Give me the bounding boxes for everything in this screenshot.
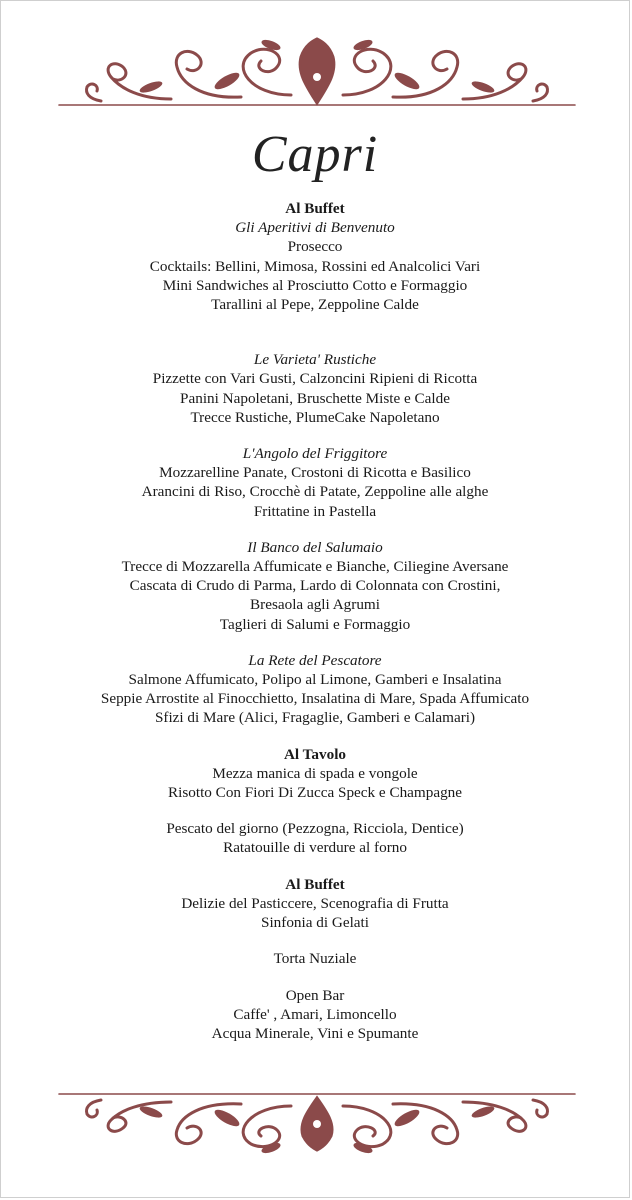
- menu-item: Cocktails: Bellini, Mimosa, Rossini ed Analcolici Vari: [149, 257, 481, 275]
- menu-item: Arancini di Riso, Crocchè di Patate, Zeppoline alle alghe: [141, 483, 489, 501]
- bottom-filigree-ornament-icon: [1, 1086, 630, 1156]
- menu-item: Sfizi di Mare (Alici, Fragaglie, Gamberi e Calamari): [154, 709, 476, 727]
- menu-item: Ratatouille di verdure al forno: [223, 839, 407, 857]
- section-heading: Al Buffet: [285, 200, 345, 217]
- menu-item: Seppie Arrostite al Finocchietto, Insalatina di Mare, Spada Affumicato: [100, 690, 530, 708]
- menu-item: Delizie del Pasticcere, Scenografia di Frutta: [181, 894, 449, 912]
- section-subheading: Le Varieta' Rustiche: [253, 351, 377, 369]
- section-subheading: Gli Aperitivi di Benvenuto: [235, 219, 395, 237]
- section-subheading: La Rete del Pescatore: [248, 651, 382, 669]
- menu-item: Prosecco: [287, 238, 343, 256]
- menu-item: Mozzarelline Panate, Crostoni di Ricotta e Basilico: [159, 464, 471, 482]
- menu-item: Pescato del giorno (Pezzogna, Ricciola, Dentice): [166, 820, 464, 838]
- menu-item: Open Bar: [285, 986, 345, 1004]
- menu-item: Cascata di Crudo di Parma, Lardo di Colonnata con Crostini,: [129, 577, 501, 595]
- section-subheading: Il Banco del Salumaio: [247, 538, 383, 556]
- menu-item: Caffe' , Amari, Limoncello: [233, 1005, 397, 1023]
- section-subheading: L'Angolo del Friggitore: [242, 445, 388, 463]
- menu-item: Panini Napoletani, Bruschette Miste e Calde: [180, 389, 450, 407]
- menu-item: Trecce Rustiche, PlumeCake Napoletano: [190, 408, 440, 426]
- section-heading: Al Tavolo: [283, 745, 347, 763]
- section-heading: Al Buffet: [285, 875, 345, 893]
- menu-item: Torta Nuziale: [273, 950, 357, 968]
- menu-item: Tarallini al Pepe, Zeppoline Calde: [211, 296, 419, 314]
- menu-item: Salmone Affumicato, Polipo al Limone, Gamberi e Insalatina: [128, 671, 502, 689]
- menu-item: Taglieri di Salumi e Formaggio: [219, 615, 411, 633]
- menu-item: Bresaola agli Agrumi: [250, 596, 380, 614]
- menu-item: Risotto Con Fiori Di Zucca Speck e Champagne: [168, 784, 462, 802]
- menu-item: Mezza manica di spada e vongole: [212, 764, 418, 782]
- menu-title: Capri: [251, 126, 379, 183]
- menu-item: Pizzette con Vari Gusti, Calzoncini Ripieni di Ricotta: [152, 370, 478, 388]
- menu-item: Mini Sandwiches al Prosciutto Cotto e Formaggio: [162, 276, 468, 294]
- menu-item: Frittatine in Pastella: [253, 502, 377, 520]
- top-filigree-ornament-icon: [1, 37, 630, 107]
- menu-item: Sinfonia di Gelati: [261, 914, 369, 932]
- menu-item: Trecce di Mozzarella Affumicate e Bianche, Ciliegine Aversane: [121, 558, 509, 576]
- menu-content: [1, 199, 629, 1043]
- menu-item: Acqua Minerale, Vini e Spumante: [211, 1024, 419, 1042]
